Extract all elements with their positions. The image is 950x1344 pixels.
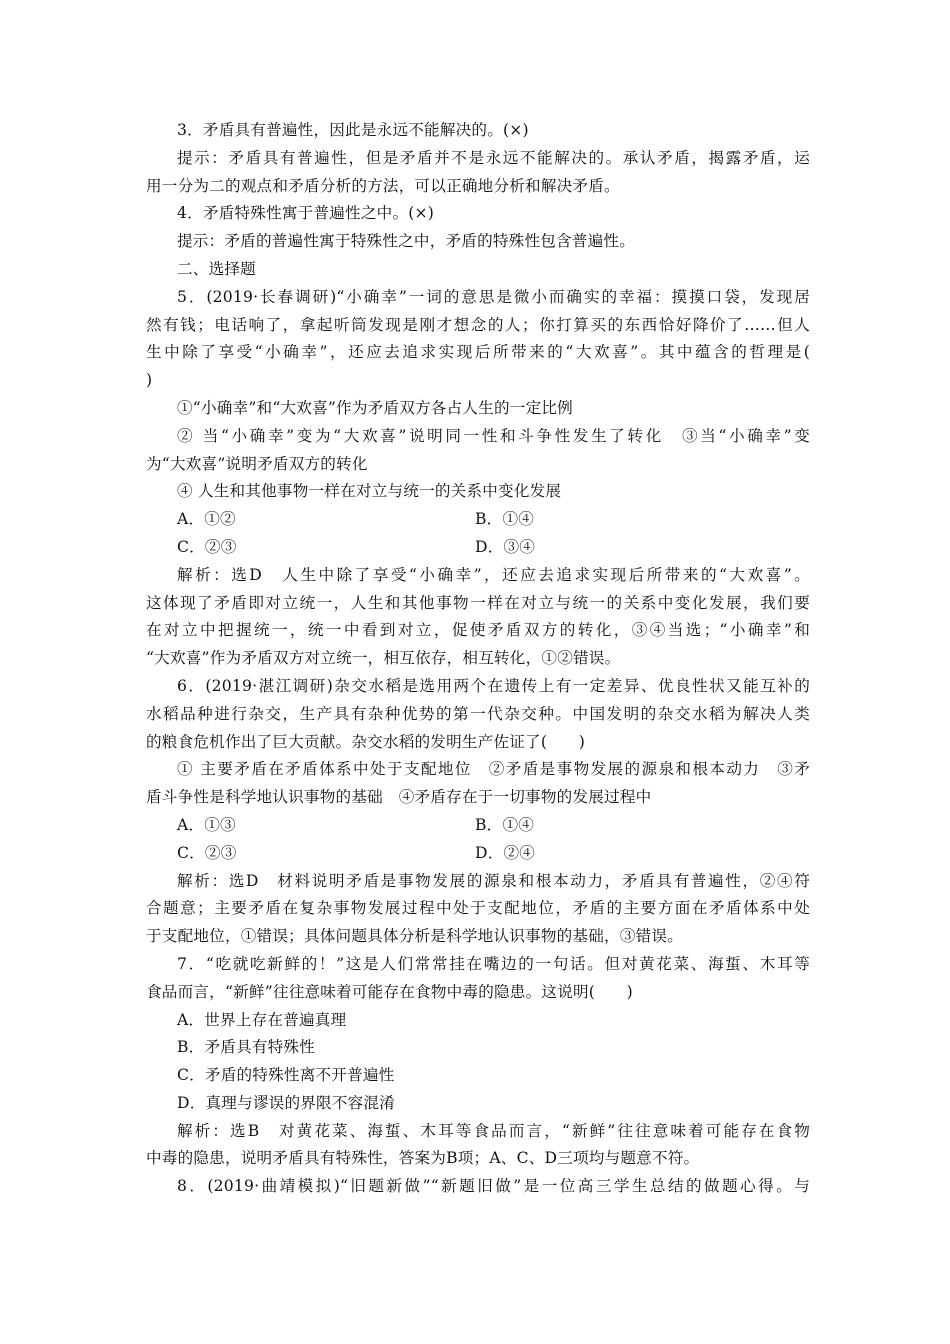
analysis-6-line-1: 解析：选D 材料说明矛盾是事物发展的源泉和根本动力，矛盾具有普遍性，②④符 — [177, 871, 810, 890]
question-6-line-3: 的粮食危机作出了巨大贡献。杂交水稻的发明生产佐证了( ) — [146, 732, 585, 751]
hint-3-line-1: 提示：矛盾具有普遍性，但是矛盾并不是永远不能解决的。承认矛盾，揭露矛盾，运 — [177, 148, 810, 167]
question-5-statement-3: 为“大欢喜”说明矛盾双方的转化 — [146, 454, 368, 473]
analysis-6-line-3: 于支配地位，①错误；具体问题具体分析是科学地认识事物的基础，③错误。 — [146, 927, 683, 946]
question-7-option-a: A．世界上存在普遍真理 — [177, 1010, 347, 1029]
analysis-7-line-2: 中毒的隐患，说明矛盾具有特殊性，答案为B项；A、C、D三项均与题意不符。 — [146, 1149, 700, 1168]
analysis-5-line-3: 在对立中把握统一，统一中看到对立，促使矛盾双方的转化，③④当选；“小确幸”和 — [146, 621, 810, 640]
option-a: A．①③ — [177, 815, 236, 834]
question-5-line-4: ) — [146, 371, 153, 390]
question-5-options-row-1 — [146, 506, 810, 534]
question-8-line-1: 8．(2019·曲靖模拟)“旧题新做”“新题旧做”是一位高三学生总结的做题心得。与 — [177, 1177, 810, 1196]
question-5-line-1: 5．(2019·长春调研)“小确幸”一词的意思是微小而确实的幸福：摸摸口袋，发现居 — [177, 287, 810, 306]
analysis-5-line-4: “大欢喜”作为矛盾双方对立统一，相互依存，相互转化，①②错误。 — [146, 649, 621, 668]
option-d: D．③④ — [475, 537, 536, 556]
question-6-statements-line-2: 盾斗争性是科学地认识事物的基础 ④矛盾存在于一切事物的发展过程中 — [146, 788, 652, 807]
question-7-option-d: D．真理与谬误的界限不容混淆 — [177, 1093, 396, 1112]
question-7-option-b: B．矛盾具有特殊性 — [177, 1038, 316, 1057]
hint-3-line-2: 用一分为二的观点和矛盾分析的方法，可以正确地分析和解决矛盾。 — [146, 176, 620, 195]
question-6-statements-line-1: ① 主要矛盾在矛盾体系中处于支配地位 ②矛盾是事物发展的源泉和根本动力 ③矛 — [177, 760, 810, 779]
option-a: A．①② — [177, 510, 236, 529]
analysis-6-line-2: 合题意；主要矛盾在复杂事物发展过程中处于支配地位，矛盾的主要方面在矛盾体系中处 — [146, 899, 810, 918]
question-6-options-row-2 — [146, 840, 810, 868]
question-5-line-2: 然有钱；电话响了，拿起听筒发现是刚才想念的人；你打算买的东西恰好降价了……但人 — [146, 315, 810, 334]
question-7-line-2: 食品而言，“新鲜”往往意味着可能存在食物中毒的隐患。这说明( ) — [146, 982, 633, 1001]
hint-4: 提示：矛盾的普遍性寓于特殊性之中，矛盾的特殊性包含普遍性。 — [177, 232, 636, 251]
section-heading-choice: 二、选择题 — [177, 259, 256, 278]
question-6-options-row-1 — [146, 812, 810, 840]
question-5-statement-1: ①“小确幸”和“大欢喜”作为矛盾双方各占人生的一定比例 — [177, 398, 573, 417]
question-7-line-1: 7．“吃就吃新鲜的！”这是人们常常挂在嘴边的一句话。但对黄花菜、海蜇、木耳等 — [177, 954, 810, 973]
question-5-line-3: 生中除了享受“小确幸”，还应去追求实现后所带来的“大欢喜”。其中蕴含的哲理是( — [146, 343, 810, 362]
analysis-5-line-2: 这体现了矛盾即对立统一，人生和其他事物一样在对立与统一的关系中变化发展，我们要 — [146, 593, 810, 612]
analysis-7-line-1: 解析：选B 对黄花菜、海蜇、木耳等食品而言，“新鲜”往往意味着可能存在食物 — [177, 1121, 810, 1140]
option-c: C．②③ — [177, 843, 237, 862]
question-3: 3．矛盾具有普遍性，因此是永远不能解决的。(×) — [177, 121, 529, 139]
question-6-line-1: 6．(2019·湛江调研)杂交水稻是选用两个在遗传上有一定差异、优良性状又能互补的 — [177, 676, 810, 695]
analysis-5-line-1: 解析：选D 人生中除了享受“小确幸”，还应去追求实现后所带来的“大欢喜”。 — [177, 565, 810, 584]
question-7-option-c: C．矛盾的特殊性离不开普遍性 — [177, 1066, 395, 1085]
option-c: C．②③ — [177, 537, 237, 556]
option-b: B．①④ — [475, 510, 535, 529]
question-5-statement-4: ④ 人生和其他事物一样在对立与统一的关系中变化发展 — [177, 482, 562, 501]
option-b: B．①④ — [475, 815, 535, 834]
question-6-line-2: 水稻品种进行杂交，生产具有杂种优势的第一代杂交种。中国发明的杂交水稻为解决人类 — [146, 704, 810, 723]
option-d: D．②④ — [475, 843, 536, 862]
question-5-statement-2: ② 当“小确幸”变为“大欢喜”说明同一性和斗争性发生了转化 ③当“小确幸”变 — [177, 426, 810, 445]
question-4: 4．矛盾特殊性寓于普遍性之中。(×) — [177, 204, 435, 223]
question-5-options-row-2 — [146, 534, 810, 562]
